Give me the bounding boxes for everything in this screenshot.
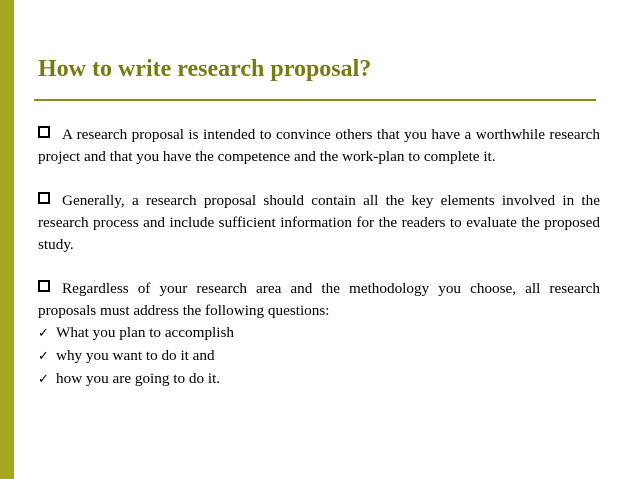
paragraph-spacer	[38, 256, 600, 278]
slide-title: How to write research proposal?	[38, 56, 372, 82]
square-bullet-icon	[38, 126, 50, 138]
checkmark-icon: ✓	[38, 326, 49, 341]
checkmark-icon: ✓	[38, 372, 49, 387]
title-divider	[34, 99, 596, 101]
paragraph-2-text: Generally, a research proposal should contain all the key elements involved in the research process and include sufficient information for the readers to evaluate the proposed study.	[38, 192, 600, 253]
list-item-text: What you plan to accomplish	[56, 324, 234, 341]
list-item-text: why you want to do it and	[56, 347, 215, 364]
paragraph-1	[38, 124, 600, 168]
paragraph-3-text: Regardless of your research area and the methodology you choose, all research proposals must address the following questions:	[38, 280, 600, 319]
checkmark-icon: ✓	[38, 349, 49, 364]
square-bullet-icon	[38, 192, 50, 204]
questions-list	[38, 322, 600, 391]
square-bullet-icon	[38, 280, 50, 292]
slide-body	[38, 124, 600, 391]
list-item	[38, 345, 600, 368]
list-item	[38, 322, 600, 345]
paragraph-2	[38, 190, 600, 256]
list-item	[38, 368, 600, 391]
paragraph-3	[38, 278, 600, 322]
paragraph-spacer	[38, 168, 600, 190]
paragraph-1-text: A research proposal is intended to convince others that you have a worthwhile research project and that you have the competence and the work-plan to complete it.	[38, 126, 600, 165]
list-item-text: how you are going to do it.	[56, 370, 221, 387]
left-accent-bar	[0, 0, 14, 479]
